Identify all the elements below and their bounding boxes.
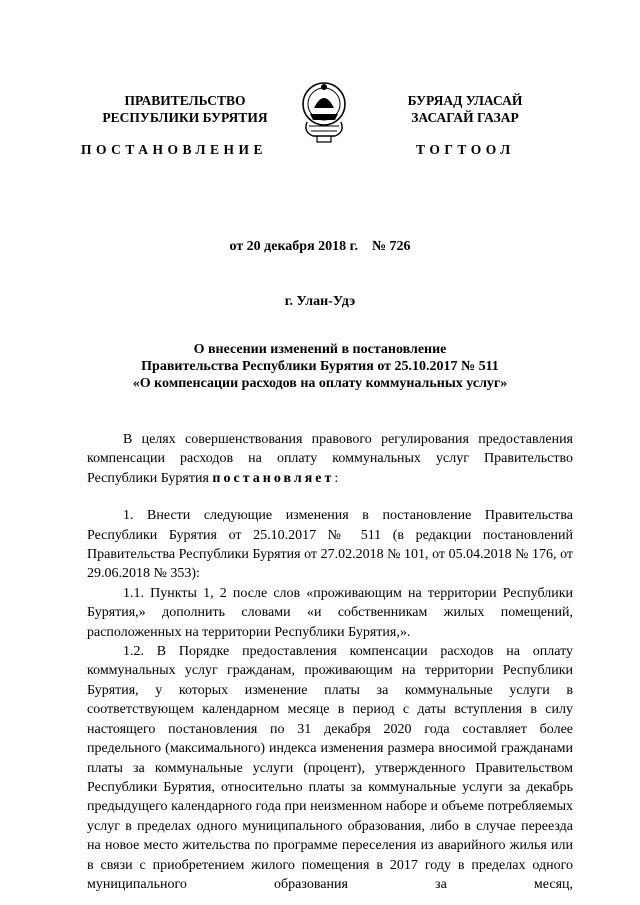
coat-of-arms-emblem (299, 78, 349, 144)
document-body (87, 430, 573, 894)
issuer-right-line2: ЗАСАГАЙ ГАЗАР (411, 110, 519, 125)
intro-verb: постановляет (212, 470, 335, 486)
intro-paragraph (87, 430, 573, 488)
issuer-left-line2: РЕСПУБЛИКИ БУРЯТИЯ (102, 110, 268, 125)
document-kind-left: ПОСТАНОВЛЕНИЕ (81, 142, 268, 157)
document-kind-right: ТОГТООЛ (416, 142, 515, 157)
paragraph-1-1: 1.1. Пункты 1, 2 после слов «проживающим на территории Республики Бурятия,» дополнить словами «и собственникам жилых помещений, расположенных на территории Республики Бурятия,». (87, 585, 573, 640)
document-title (0, 341, 640, 392)
paragraph-1-2: 1.2. В Порядке предоставления компенсации расходов на оплату коммунальных услуг гражданам, проживающим на территории Республики Бурятия, у которых изменение платы за коммунальные услуги в соответствующем календарном месяце в период с даты вступления в силу настоящего постановления по 31 декабря 2020 года составляет более предельного (максимального) индекса изменения размера вносимой гражданами платы за коммунальные услуги (процент), утвержденного Правительством Республики Бурятия, относительно платы за коммунальные услуги за декабрь предыдущего календарного года при неизменном наборе и объеме потребляемых услуг в пределах одного муниципального образования, либо в случае переезда на новое место жительства по программе переселения из аварийного жилья или в связи с приобретением жилого помещения в 2017 году в пределах одного муниципального образования за месяц, (87, 644, 573, 892)
issuer-left-line1: ПРАВИТЕЛЬСТВО (124, 93, 246, 108)
title-line2: Правительства Республики Бурятия от 25.10.2017 № 511 (141, 359, 499, 374)
issuer-right (385, 92, 545, 126)
intro-tail: : (334, 470, 339, 486)
city-line: г. Улан-Удэ (284, 294, 356, 309)
paragraph-1: 1. Внести следующие изменения в постановление Правительства Республики Бурятия от 25.10.2017 № 511 (в редакции постановлений Правительства Республики Бурятия от 27.02.2018 № 101, от 05.04.2018 № 176, от 29.06.2018 № 353): (87, 508, 573, 582)
date-number-line: от 20 декабря 2018 г. № 726 (229, 239, 411, 254)
title-line1: О внесении изменений в постановление (193, 342, 447, 357)
intro-text: В целях совершенствования правового регулирования предоставления компенсации расходов на оплату коммунальных услуг Правительство Республики Бурятия (87, 432, 573, 486)
title-line3: «О компенсации расходов на оплату коммунальных услуг» (132, 376, 508, 391)
issuer-left (100, 92, 270, 126)
issuer-right-line1: БУРЯАД УЛАСАЙ (407, 93, 523, 108)
